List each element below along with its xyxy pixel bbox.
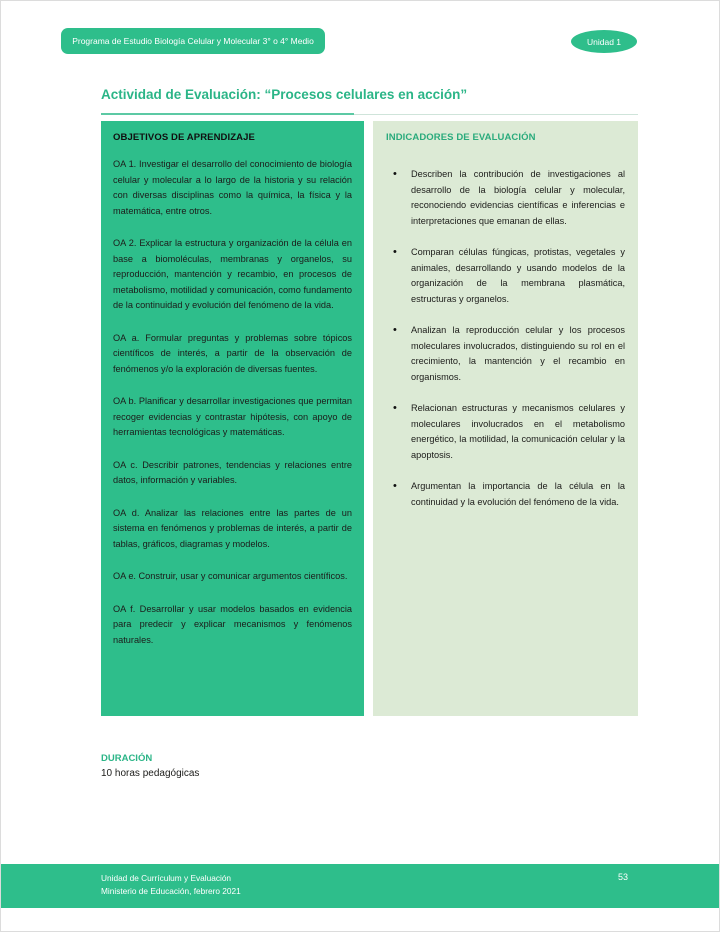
- indicador-item: • Describen la contribución de investigaciones al desarrollo de la biología celular y molecular, reconociendo evidencias científicas e inferencias e interpretaciones que emanan de ellas.: [386, 167, 625, 229]
- footer-line2: Ministerio de Educación, febrero 2021: [101, 886, 241, 896]
- indicadores-list: [386, 167, 625, 510]
- objetivo-oa-d: OA d. Analizar las relaciones entre las partes de un sistema en fenómenos y problemas de interés, a partir de tablas, gráficos, diagramas y modelos.: [113, 507, 352, 549]
- page-footer: [1, 864, 720, 908]
- indicador-item: • Analizan la reproducción celular y los procesos moleculares involucrados, distinguiendo su rol en el crecimiento, la mantención y el recambio en organismos.: [386, 323, 625, 385]
- program-badge: [61, 28, 325, 54]
- objetivo-oa1: OA 1. Investigar el desarrollo del conocimiento de biología celular y molecular a lo largo de la historia y su relación con diversas disciplinas como la química, la física y la matemática, entre otros.: [113, 159, 352, 216]
- indicador-item: • Argumentan la importancia de la célula en la continuidad y la evolución del fenómeno de la vida.: [386, 479, 625, 510]
- objetivo-oa-a: OA a. Formular preguntas y problemas sobre tópicos científicos de interés, a partir de la observación de fenómenos y/o la exploración de diversas fuentes.: [113, 332, 352, 374]
- indicadores-panel: [373, 121, 638, 716]
- objetivo-oa-f: OA f. Desarrollar y usar modelos basados en evidencia para predecir y explicar mecanismos y fenómenos naturales.: [113, 603, 352, 645]
- footer-line1: Unidad de Currículum y Evaluación: [101, 873, 232, 883]
- duracion-section: [101, 753, 199, 779]
- duracion-label: DURACIÓN: [101, 753, 153, 764]
- objetivos-heading: OBJETIVOS DE APRENDIZAJE: [113, 132, 255, 143]
- indicadores-heading: INDICADORES DE EVALUACIÓN: [386, 132, 536, 143]
- objetivos-panel: [101, 121, 364, 716]
- footer-text: [101, 872, 241, 898]
- title-rule-green: [101, 113, 354, 115]
- unit-badge: [571, 30, 637, 53]
- indicador-item: • Relacionan estructuras y mecanismos celulares y moleculares involucrados en el metabolismo energético, la motilidad, la comunicación celular y la apoptosis.: [386, 401, 625, 463]
- indicador-item: • Comparan células fúngicas, protistas, vegetales y animales, desarrollando y usando modelos de la organización de la membrana plasmática, estructuras y organelos.: [386, 245, 625, 307]
- program-badge-label: Programa de Estudio Biología Celular y Molecular 3° o 4° Medio: [72, 36, 314, 46]
- page-title: Actividad de Evaluación: “Procesos celulares en acción”: [101, 87, 468, 102]
- objetivo-oa-e: OA e. Construir, usar y comunicar argumentos científicos.: [113, 571, 348, 581]
- page-number: 53: [617, 872, 628, 882]
- objetivo-oa-b: OA b. Planificar y desarrollar investigaciones que permitan recoger evidencias y contrastar hipótesis, con apoyo de herramientas tecnológicas y matemáticas.: [113, 396, 352, 437]
- objetivo-oa-c: OA c. Describir patrones, tendencias y relaciones entre datos, información y variables.: [113, 459, 352, 485]
- unit-badge-label: Unidad 1: [586, 36, 622, 47]
- content-columns: [101, 121, 638, 716]
- objetivo-oa2: OA 2. Explicar la estructura y organización de la célula en base a biomoléculas, membranas y organelos, su reproducción, mantención y recambio, en procesos de metabolismo, motilidad y comunicación, como fundamento de la continuidad y evolución del fenómeno de la vida.: [113, 238, 352, 310]
- duracion-value: 10 horas pedagógicas: [101, 768, 200, 779]
